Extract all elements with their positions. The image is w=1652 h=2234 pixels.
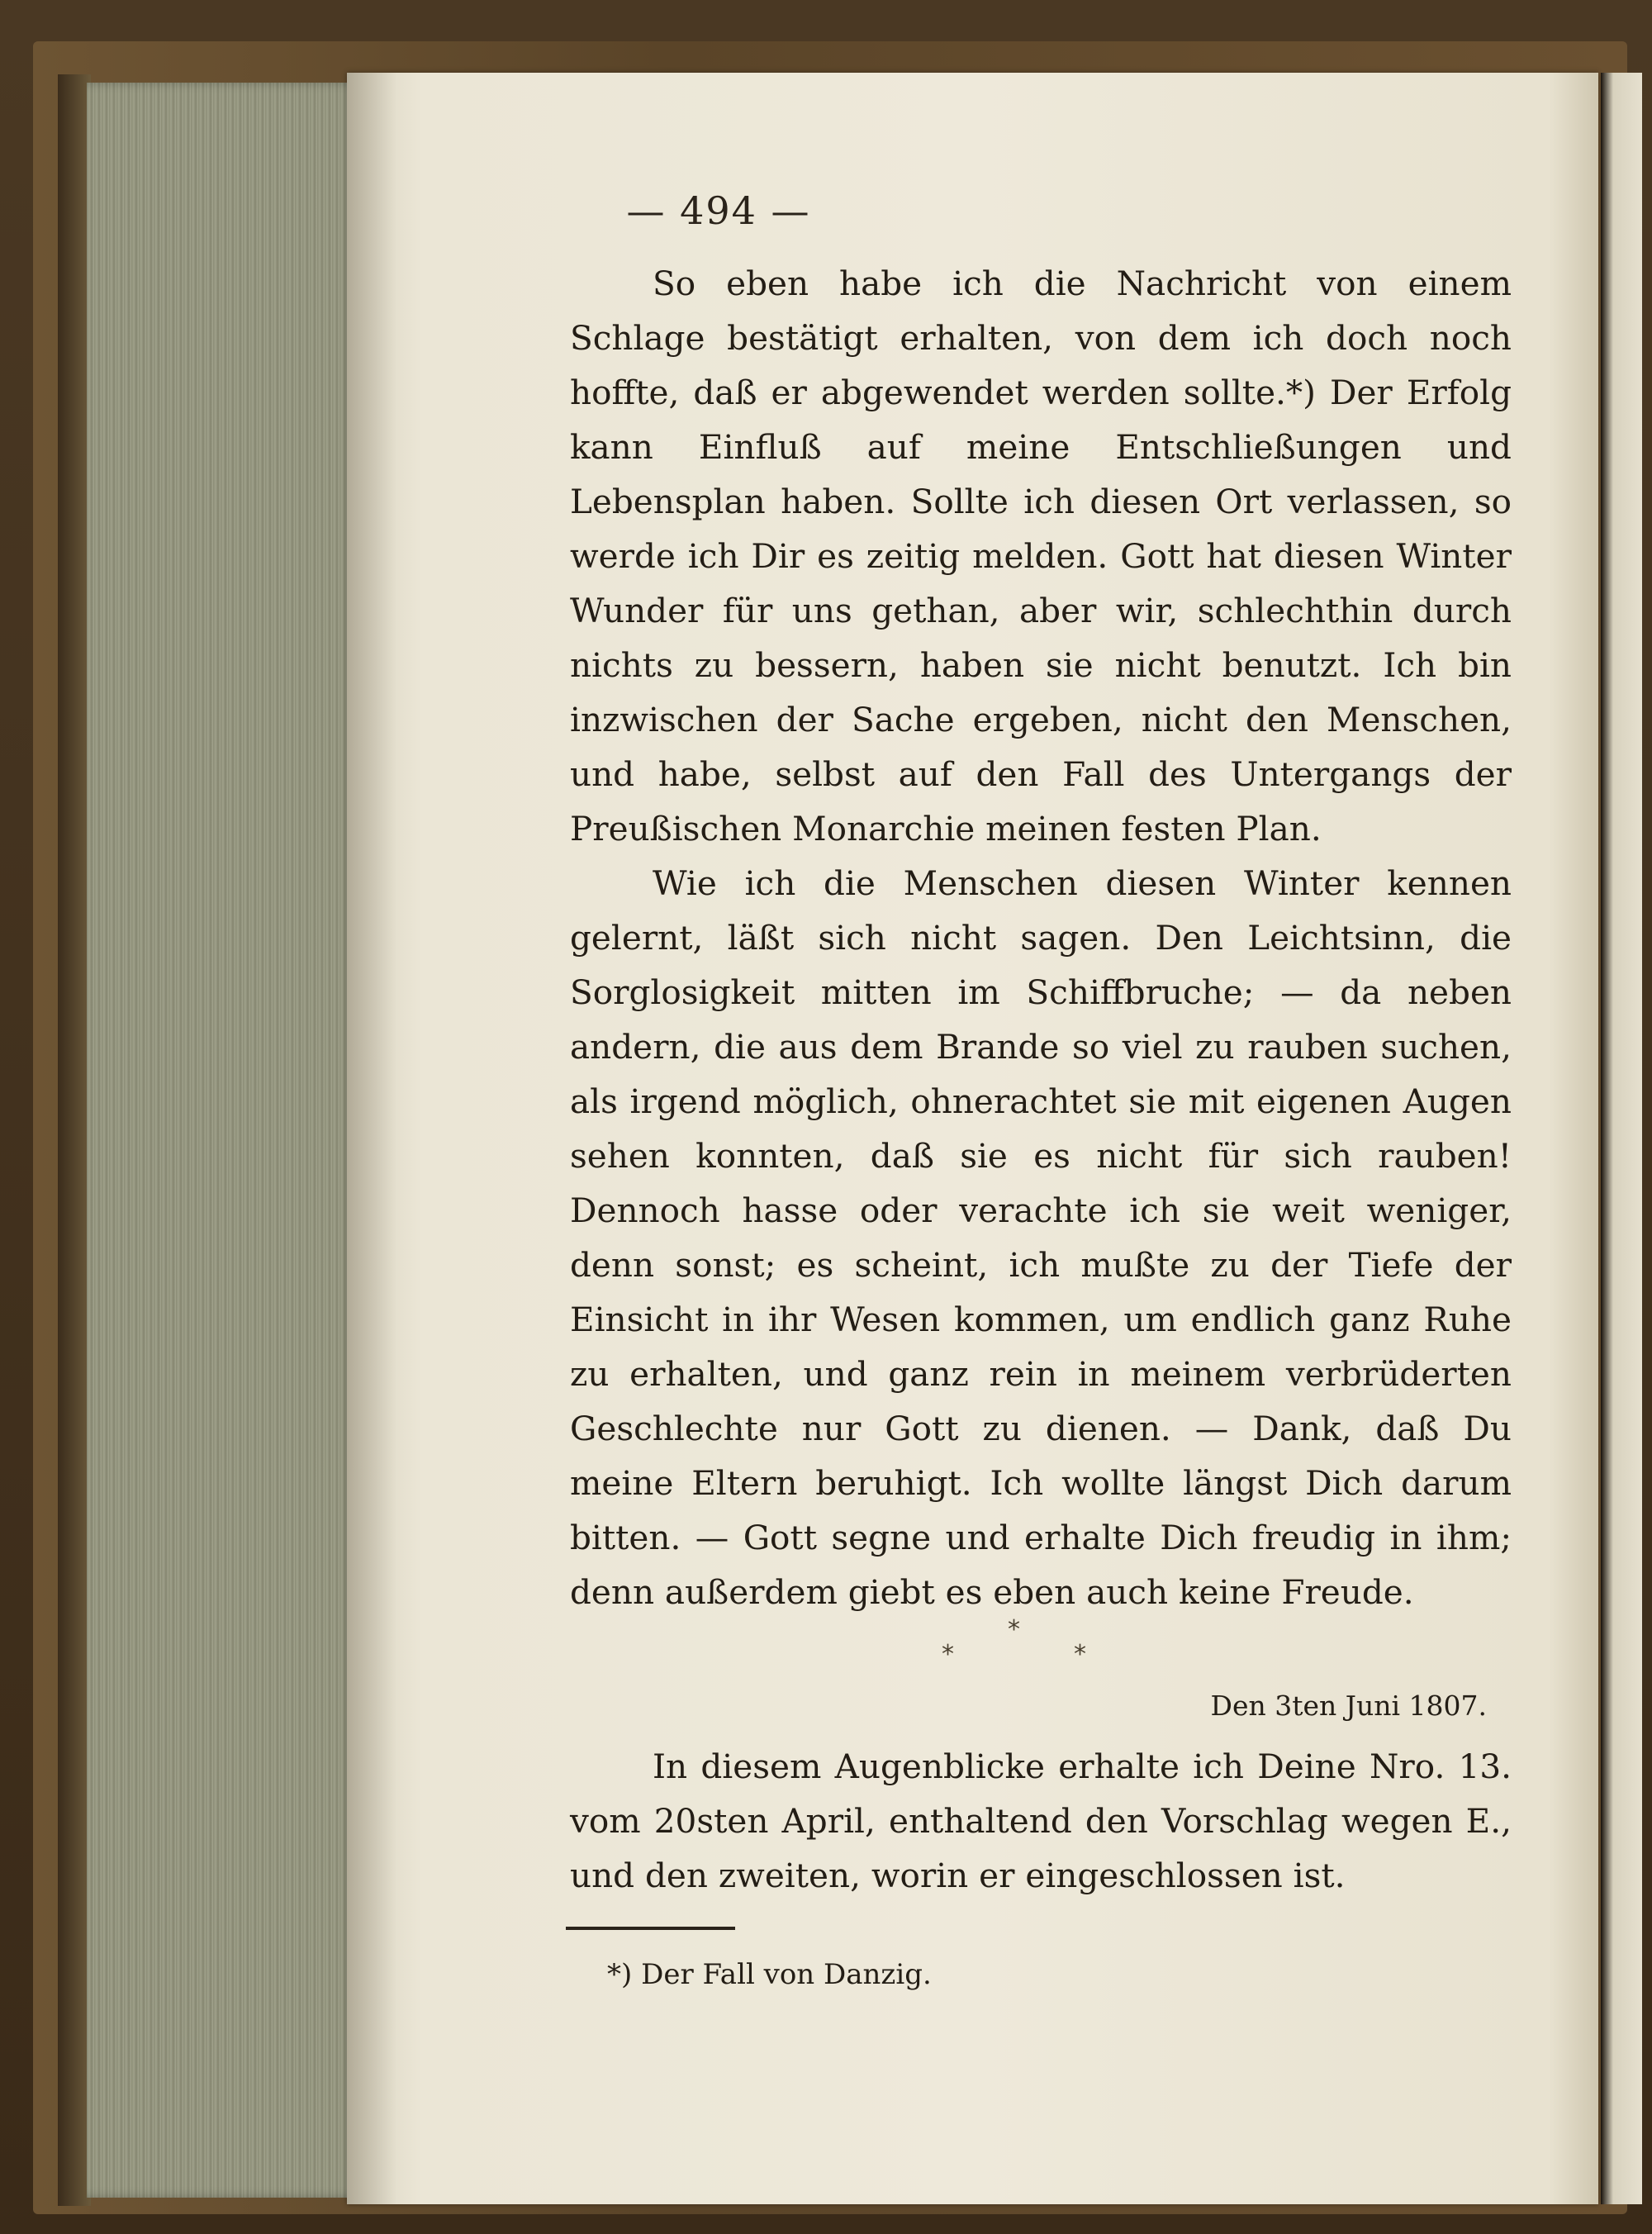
- paragraph-1: So eben habe ich die Nachricht von einem Schlage bestätigt erhalten, von dem ich doch noch hoffte, daß er abgewendet werden sollte.*) Der Erfolg kann Einfluß auf meine Entschließungen und Lebensplan haben. Sollte ich diesen Ort verlassen, so werde ich Dir es zeitig melden. Gott hat diesen Winter Wunder für uns gethan, aber wir, schlechthin durch nichts zu bessern, haben sie nicht benutzt. Ich bin inzwischen der Sache ergeben, nicht den Menschen, und habe, selbst auf den Fall des Untergangs der Preußischen Monarchie meinen festen Plan.: [570, 264, 1512, 848]
- asterisk-right: *: [1074, 1640, 1086, 1669]
- asterisk-left: *: [942, 1640, 954, 1669]
- section-break-asterisks: [909, 1615, 1156, 1673]
- gutter-shadow: [347, 73, 396, 2204]
- paragraph-3: In diesem Augenblicke erhalte ich Deine Nro. 13. vom 20sten April, enthaltend den Vorschlag wegen E., und den zweiten, worin er eingeschlossen ist.: [570, 1747, 1512, 1895]
- asterisk-top: *: [1008, 1615, 1020, 1644]
- footnote: *) Der Fall von Danzig.: [607, 1958, 932, 1991]
- main-text: [570, 256, 1512, 1619]
- dateline: Den 3ten Juni 1807.: [1210, 1690, 1487, 1722]
- facing-page-edge: [1601, 73, 1642, 2204]
- footnote-rule: [566, 1927, 735, 1930]
- page-block-edges: [87, 83, 363, 2198]
- closing-text: [570, 1739, 1512, 1903]
- cover-edge: [58, 74, 91, 2206]
- paragraph-2: Wie ich die Menschen diesen Winter kennen gelernt, läßt sich nicht sagen. Den Leichtsinn, die Sorglosigkeit mitten im Schiffbruche; — da neben andern, die aus dem Brande so viel zu rauben suchen, als irgend möglich, ohnerachtet sie mit eigenen Augen sehen konnten, daß sie es nicht für sich rauben! Dennoch hasse oder verachte ich sie weit weniger, denn sonst; es scheint, ich mußte zu der Tiefe der Einsicht in ihr Wesen kommen, um endlich ganz Ruhe zu erhalten, und ganz rein in meinem verbrüderten Geschlechte nur Gott zu dienen. — Dank, daß Du meine Eltern beruhigt. Ich wollte längst Dich darum bitten. — Gott segne und erhalte Dich freudig in ihm; denn außerdem giebt es eben auch keine Freude.: [570, 863, 1512, 1612]
- page-number: — 494 —: [626, 188, 811, 233]
